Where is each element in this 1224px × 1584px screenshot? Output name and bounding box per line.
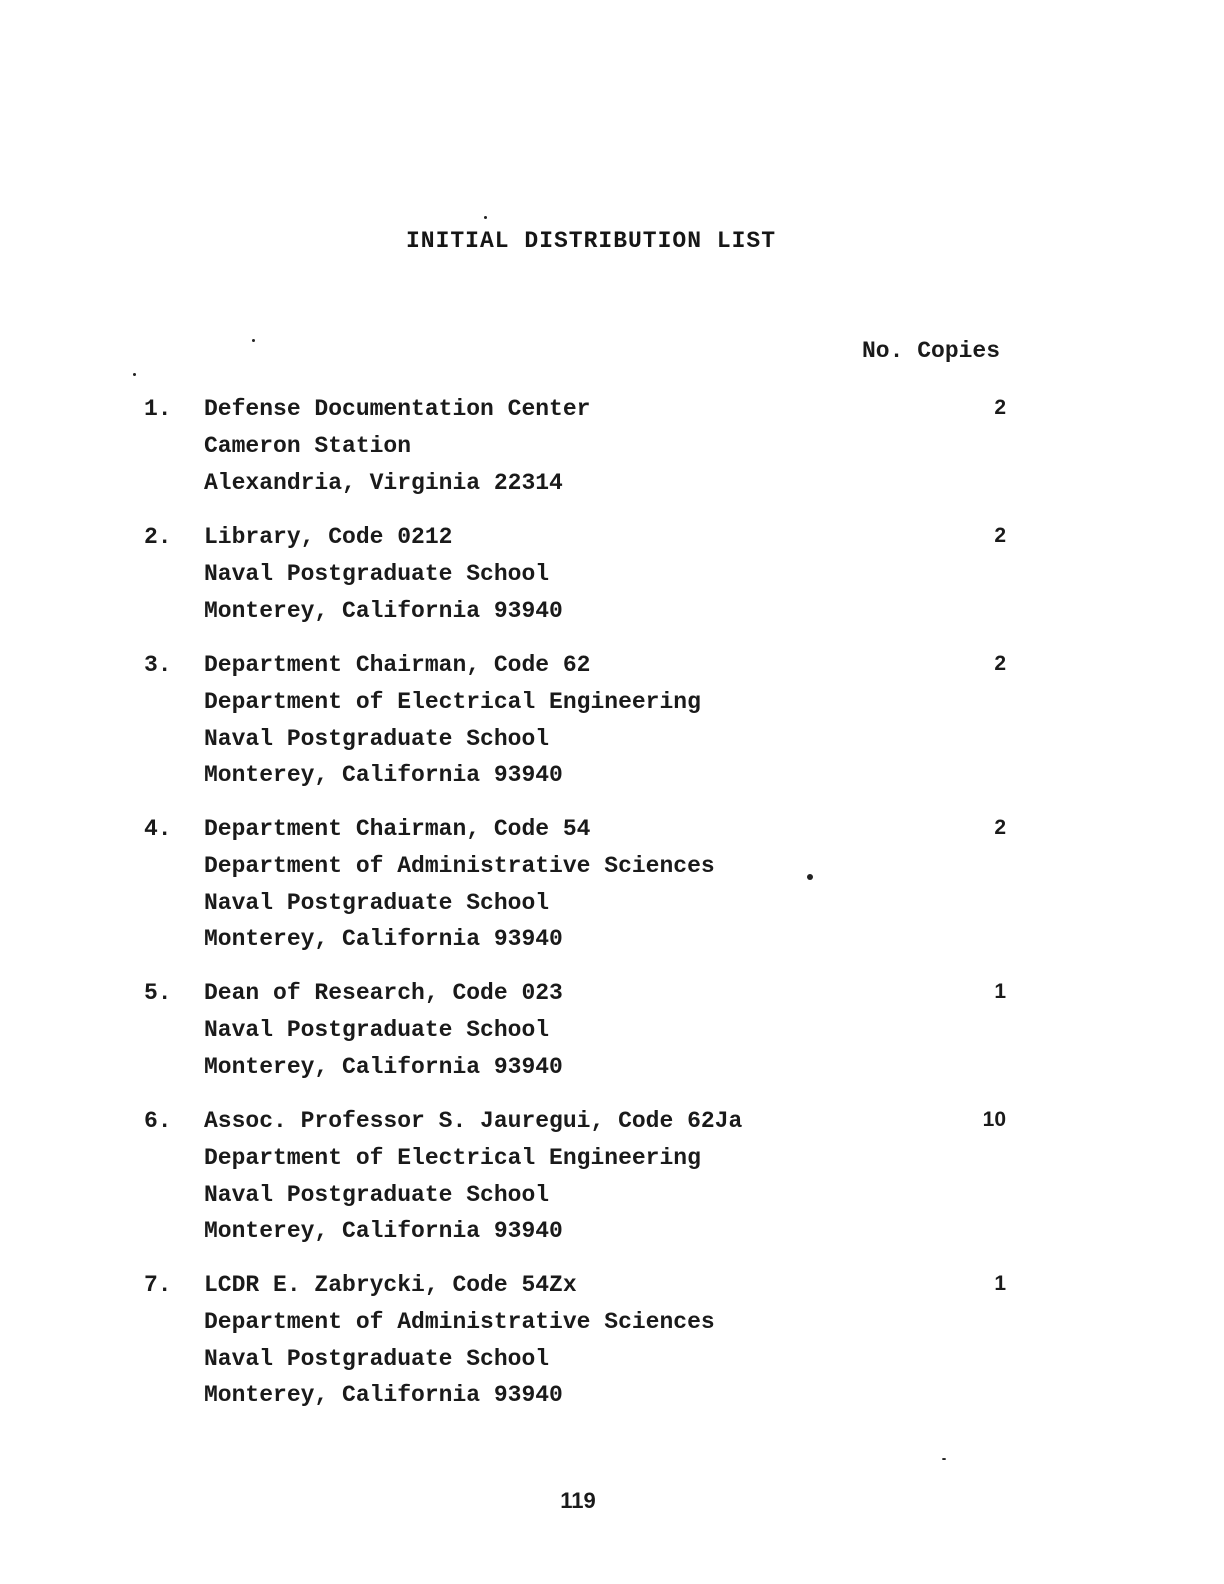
entry-address [204,1108,742,1255]
page-title: INITIAL DISTRIBUTION LIST [405,228,777,254]
entry-number: 5. [144,980,172,1006]
address-line: Monterey, California 93940 [204,1382,563,1409]
copies-column-header: No. Copies [862,338,1001,364]
entry-copies: 1 [994,980,1006,1003]
entry-copies: 10 [982,1108,1006,1131]
address-line: Cameron Station [204,432,412,459]
address-line: Department of Administrative Sciences [204,852,715,879]
address-line: Naval Postgraduate School [204,560,550,587]
address-line: Department of Electrical Engineering [204,688,701,715]
address-line: LCDR E. Zabrycki, Code 54Zx [204,1272,577,1298]
entry-copies: 2 [994,652,1006,675]
scan-speck [942,1458,946,1460]
address-line: Department Chairman, Code 54 [204,816,591,842]
entry-number: 1. [144,396,172,422]
address-line: Naval Postgraduate School [204,1181,550,1208]
scan-speck [484,216,487,219]
entry-address [204,524,563,634]
entry-copies: 1 [994,1272,1006,1295]
entry-number: 2. [144,524,172,550]
address-line: Department of Electrical Engineering [204,1144,701,1171]
entry-address [204,980,563,1090]
entry-address [204,652,701,799]
address-line: Monterey, California 93940 [204,597,563,624]
address-line: Alexandria, Virginia 22314 [204,469,563,496]
entry-copies: 2 [994,816,1006,839]
entry-address [204,816,715,963]
entry-number: 3. [144,652,172,678]
address-line: Naval Postgraduate School [204,725,550,752]
entry-number: 7. [144,1272,172,1298]
address-line: Naval Postgraduate School [204,1016,550,1043]
scan-speck [133,373,136,376]
address-line: Department of Administrative Sciences [204,1308,715,1335]
address-line: Assoc. Professor S. Jauregui, Code 62Ja [204,1108,743,1134]
address-line: Library, Code 0212 [204,524,453,550]
address-line: Department Chairman, Code 62 [204,652,591,678]
entry-number: 4. [144,816,172,842]
address-line: Monterey, California 93940 [204,926,563,953]
entry-copies: 2 [994,396,1006,419]
address-line: Naval Postgraduate School [204,889,550,916]
address-line: Monterey, California 93940 [204,762,563,789]
address-line: Defense Documentation Center [204,396,591,422]
entry-copies: 2 [994,524,1006,547]
scan-speck [252,339,255,342]
address-line: Monterey, California 93940 [204,1218,563,1245]
entry-number: 6. [144,1108,172,1134]
address-line: Dean of Research, Code 023 [204,980,563,1006]
entry-address [204,396,590,506]
page-number: 119 [560,1488,596,1513]
address-line: Monterey, California 93940 [204,1053,563,1080]
address-line: Naval Postgraduate School [204,1345,550,1372]
entry-address [204,1272,715,1419]
scan-speck [807,874,813,880]
